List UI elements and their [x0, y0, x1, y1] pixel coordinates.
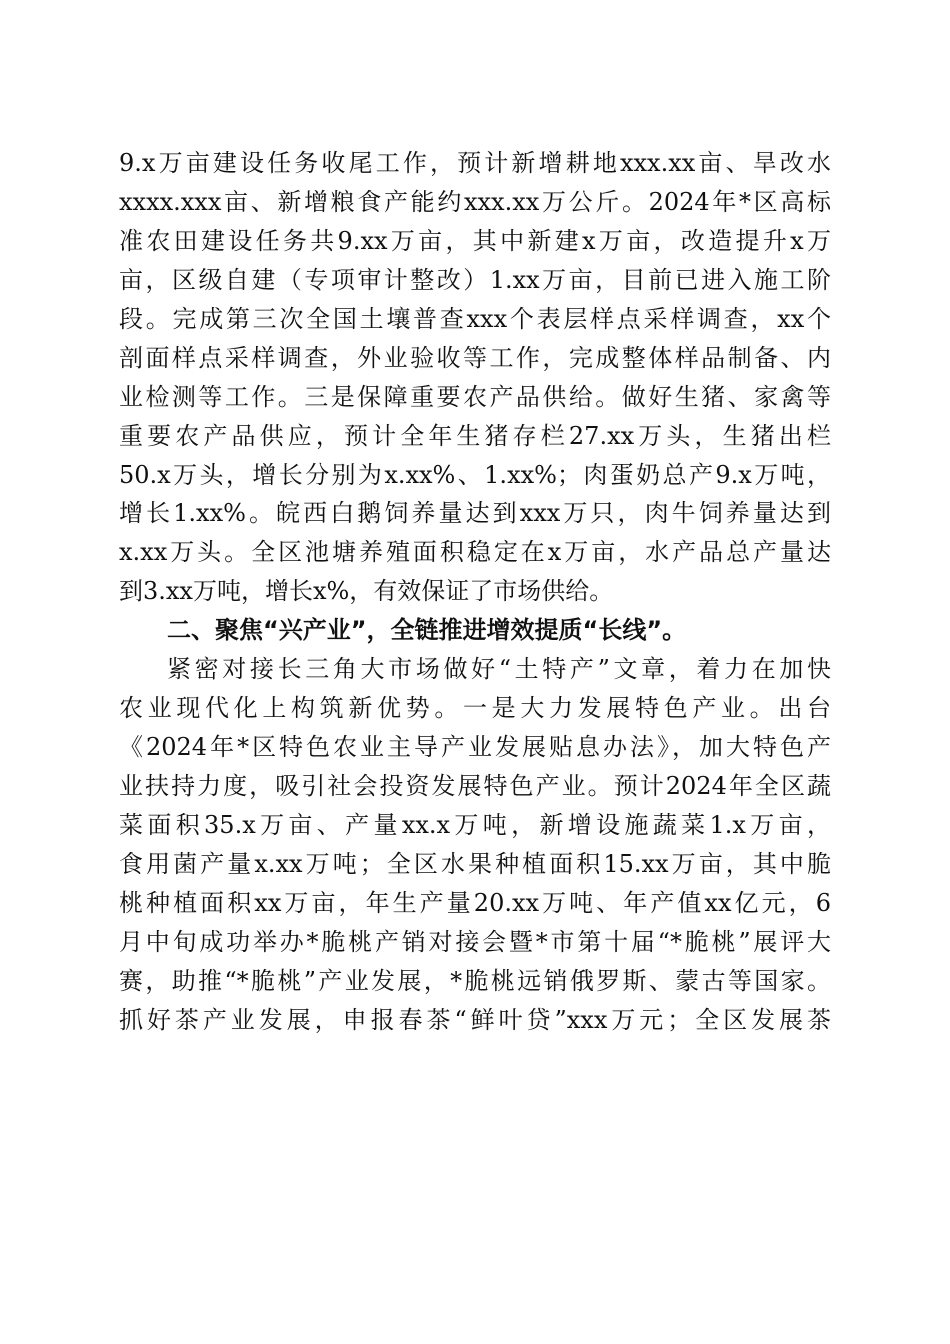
- paragraph-line: 食用菌产量x.xx万吨；全区水果种植面积15.xx万亩，其中脆: [119, 849, 831, 878]
- paragraph-line: 桃种植面积xx万亩，年生产量20.xx万吨、年产值xx亿元，6: [119, 888, 831, 917]
- paragraph-line: 月中旬成功举办*脆桃产销对接会暨*市第十届“*脆桃”展评大: [119, 927, 831, 956]
- paragraph-line: 9.x万亩建设任务收尾工作，预计新增耕地xxx.xx亩、旱改水: [119, 149, 831, 177]
- paragraph-line: 50.x万头，增长分别为x.xx%、1.xx%；肉蛋奶总产9.x万吨，: [119, 460, 831, 489]
- paragraph-line: 业扶持力度，吸引社会投资发展特色产业。预计2024年全区蔬: [119, 772, 831, 800]
- paragraph-line: 菜面积35.x万亩、产量xx.x万吨，新增设施蔬菜1.x万亩，: [119, 810, 831, 839]
- paragraph-line: 段。完成第三次全国土壤普查xxx个表层样点采样调查，xx个: [119, 304, 831, 333]
- paragraph-line: 业检测等工作。三是保障重要农产品供给。做好生猪、家禽等: [119, 382, 831, 411]
- paragraph-line-first: 紧密对接长三角大市场做好“土特产”文章，着力在加快: [167, 655, 831, 684]
- paragraph-line-last: 到3.xx万吨，增长x%，有效保证了市场供给。: [119, 577, 614, 606]
- paragraph-line: xxxx.xxx亩、新增粮食产能约xxx.xx万公斤。2024年*区高标: [119, 187, 831, 216]
- paragraph-line: 赛，助推“*脆桃”产业发展，*脆桃远销俄罗斯、蒙古等国家。: [119, 966, 831, 995]
- paragraph-line: 剖面样点采样调查，外业验收等工作，完成整体样品制备、内: [119, 343, 831, 372]
- paragraph-line: 重要农产品供应，预计全年生猪存栏27.xx万头，生猪出栏: [119, 421, 831, 450]
- paragraph-line: 亩，区级自建（专项审计整改）1.xx万亩，目前已进入施工阶: [119, 265, 831, 294]
- paragraph-line: 《2024年*区特色农业主导产业发展贴息办法》，加大特色产: [119, 733, 831, 762]
- section-heading: 二、聚焦“兴产业”，全链推进增效提质“长线”。: [167, 616, 687, 645]
- paragraph-line: x.xx万头。全区池塘养殖面积稳定在x万亩，水产品总产量达: [119, 538, 831, 567]
- paragraph-line: 准农田建设任务共9.xx万亩，其中新建x万亩，改造提升x万: [119, 226, 831, 255]
- paragraph-line: 增长1.xx%。皖西白鹅饲养量达到xxx万只，肉牛饲养量达到: [119, 499, 831, 528]
- paragraph-line: 抓好茶产业发展，申报春茶“鲜叶贷”xxx万元；全区发展茶: [119, 1005, 831, 1034]
- paragraph-line: 农业现代化上构筑新优势。一是大力发展特色产业。出台: [119, 694, 831, 723]
- document-body: [119, 144, 831, 1040]
